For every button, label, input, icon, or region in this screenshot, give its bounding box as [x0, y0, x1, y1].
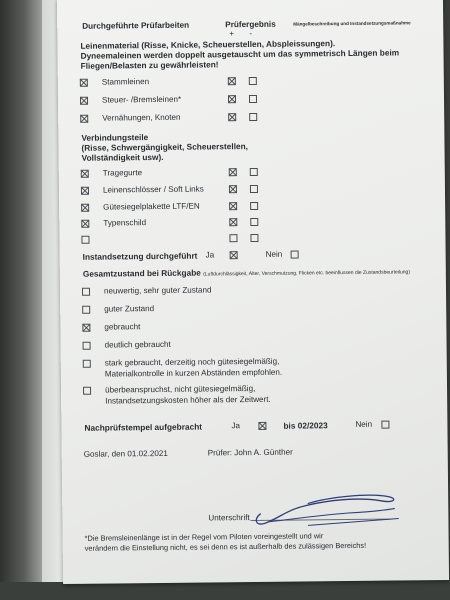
condition-label-line-1: überbeanspruchst, nicht gütesiegelmäßig,: [105, 383, 256, 395]
footnote-line-1: *Die Bremsleinenlänge ist in der Regel vom Piloten voreingestellt und wir: [84, 531, 324, 543]
condition-label: neuwertig, sehr guter Zustand: [103, 285, 212, 296]
connectors-title-line-1: Verbindungsteile: [81, 132, 149, 143]
item-checkbox[interactable]: [81, 236, 89, 244]
lines-title-line-2: Dyneemaleinen werden doppelt ausgetauscht um das symmetrisch Längen beim: [80, 47, 400, 61]
stamp-label: Nachprüfstempel aufgebracht: [84, 421, 203, 433]
plus-checkbox[interactable]: [228, 95, 236, 103]
repair-no-label: Nein: [265, 249, 283, 259]
background-surface: [0, 582, 450, 600]
header-col-remarks: Mängelbeschreibung und Instandsetzungsmaßnahme: [293, 20, 411, 27]
stamp-no-checkbox[interactable]: [381, 421, 389, 429]
plus-checkbox[interactable]: [228, 113, 236, 121]
item-label: Gütesiegelplakette LTF/EN: [103, 201, 200, 212]
item-label: Steuer- /Bremsleinen*: [101, 94, 182, 105]
minus-checkbox[interactable]: [250, 234, 258, 242]
condition-checkbox[interactable]: [83, 387, 91, 395]
condition-checkbox[interactable]: [82, 324, 90, 332]
item-label: Typenschild: [103, 218, 147, 228]
lines-section-title: [80, 37, 399, 70]
condition-label-line-1: stark gebraucht, derzeitig noch gütesiegelmäßig,: [104, 356, 280, 368]
condition-label: guter Zustand: [104, 304, 155, 314]
lines-title-line-3: Fliegen/Belasten zu gewährleisten!: [80, 59, 219, 71]
plus-checkbox[interactable]: [228, 77, 236, 85]
connectors-section-title: [81, 131, 248, 163]
condition-checkbox[interactable]: [83, 360, 91, 368]
stamp-yes-checkbox[interactable]: [258, 422, 266, 430]
signature-image: [248, 488, 408, 534]
item-label: Stammleinen: [101, 77, 150, 87]
footnote: [85, 531, 367, 554]
item-checkbox[interactable]: [80, 115, 88, 123]
plus-column-label: +: [229, 29, 235, 39]
condition-label: gebraucht: [104, 322, 141, 332]
stamp-until: bis 02/2023: [283, 420, 328, 431]
minus-checkbox[interactable]: [249, 95, 257, 103]
header-col-work: Durchgeführte Prüfarbeiten: [82, 20, 190, 31]
footnote-line-2: verändern die Einstellung nicht, es sei denn es ist außerhalb des zulässigen Bereichs!: [84, 540, 367, 553]
overall-title-row: [83, 265, 410, 280]
item-checkbox[interactable]: [81, 187, 89, 195]
overall-note: (Luftdurchlässigkeit, Alter, Verschmutzung, Flicken etc. beeinflussen die Zustandsbeurteilung): [203, 269, 411, 278]
item-label: Leinenschlösser / Soft Links: [102, 184, 204, 195]
inspection-form-page: [57, 0, 449, 584]
repair-label: Instandsetzung durchgeführt: [82, 250, 198, 262]
minus-checkbox[interactable]: [250, 218, 258, 226]
condition-checkbox[interactable]: [83, 342, 91, 350]
connectors-title-line-2: (Risse, Schwergängigkeit, Scheuerstellen,: [81, 141, 249, 153]
header-col-result: Prüfergebnis: [225, 19, 276, 30]
repair-yes-checkbox[interactable]: [230, 251, 238, 259]
minus-checkbox[interactable]: [250, 168, 258, 176]
plus-checkbox[interactable]: [229, 234, 237, 242]
signature-label: Unterschrift: [208, 513, 250, 523]
plus-checkbox[interactable]: [229, 218, 237, 226]
item-checkbox[interactable]: [81, 204, 89, 212]
minus-checkbox[interactable]: [249, 77, 257, 85]
place-date: Goslar, den 01.02.2021: [83, 448, 168, 459]
plus-checkbox[interactable]: [229, 168, 237, 176]
repair-yes-label: Ja: [205, 250, 215, 260]
lines-title-line-1: Leinenmaterial (Risse, Knicke, Scheuerstellen, Abspleissungen).: [80, 38, 336, 51]
plus-checkbox[interactable]: [229, 185, 237, 193]
item-label: Vernähungen, Knoten: [102, 112, 181, 123]
stamp-yes-label: Ja: [231, 421, 241, 431]
condition-label-line-2: Instandsetzungskosten höher als der Zeitwert.: [105, 394, 271, 406]
connectors-title-line-3: Vollständigkeit usw).: [81, 151, 164, 163]
condition-checkbox[interactable]: [82, 306, 90, 314]
item-checkbox[interactable]: [81, 170, 89, 178]
item-checkbox[interactable]: [81, 220, 89, 228]
item-checkbox[interactable]: [80, 79, 88, 87]
overall-title: Gesamtzustand bei Rückgabe: [82, 267, 201, 279]
item-label: Tragegurte: [102, 168, 143, 178]
stamp-no-label: Nein: [355, 419, 373, 429]
minus-column-label: -: [249, 28, 253, 39]
minus-checkbox[interactable]: [250, 185, 258, 193]
minus-checkbox[interactable]: [250, 202, 258, 210]
item-checkbox[interactable]: [80, 97, 88, 105]
minus-checkbox[interactable]: [249, 113, 257, 121]
condition-checkbox[interactable]: [82, 288, 90, 296]
condition-label-line-2: Materialkontrolle in kurzen Abständen empfohlen.: [104, 367, 283, 379]
condition-label: deutlich gebraucht: [104, 339, 171, 350]
plus-checkbox[interactable]: [229, 202, 237, 210]
repair-no-checkbox[interactable]: [291, 251, 299, 259]
inspector-name: Prüfer: John A. Günther: [207, 447, 293, 458]
